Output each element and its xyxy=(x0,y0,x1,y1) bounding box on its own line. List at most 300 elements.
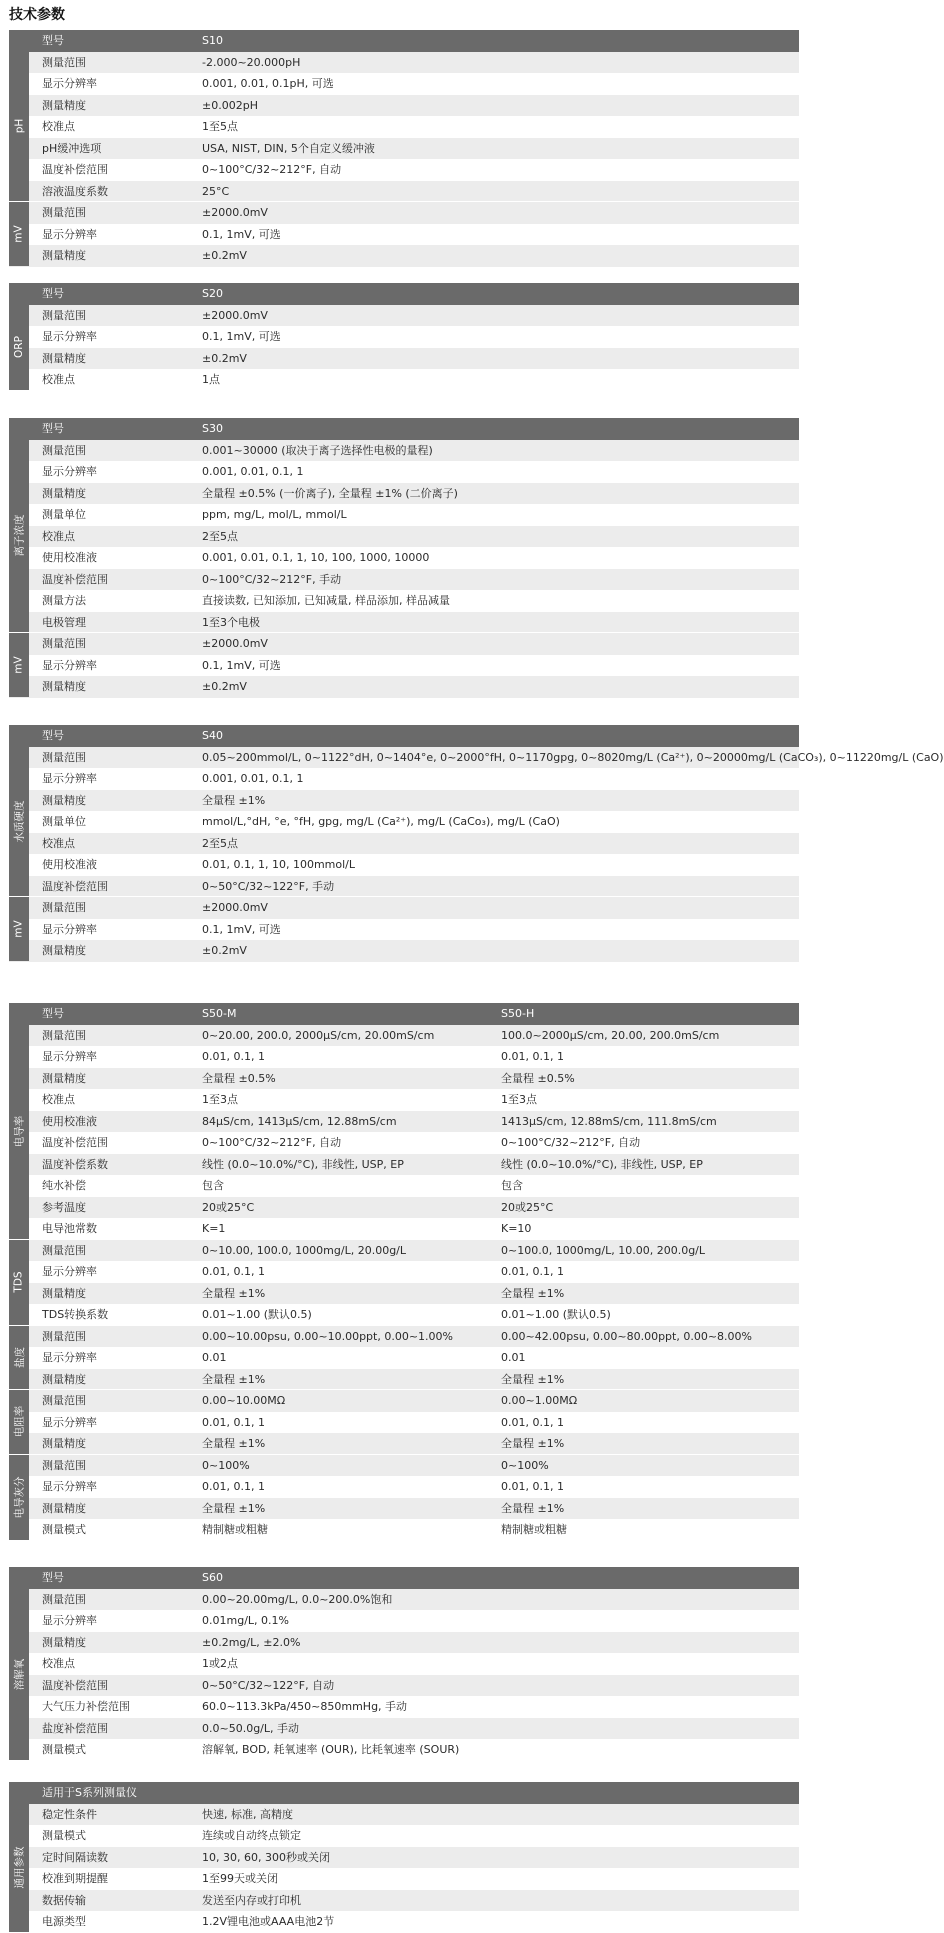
group-tab xyxy=(9,1240,29,1325)
row-value: 0.1, 1mV, 可选 xyxy=(202,658,281,672)
table-row xyxy=(9,1589,799,1611)
group-tab xyxy=(9,1390,29,1454)
row-value: ±0.2mg/L, ±2.0% xyxy=(202,1635,301,1649)
row-label: 测量精度 xyxy=(42,351,86,365)
table-row xyxy=(9,790,799,812)
row-label: TDS转换系数 xyxy=(42,1308,109,1321)
row-label: 测量范围 xyxy=(42,637,86,650)
table-row xyxy=(9,1519,799,1541)
row-value: 包含 xyxy=(501,1179,523,1192)
row-label: 电源类型 xyxy=(42,1915,86,1928)
spec-table xyxy=(9,1782,799,1933)
table-row xyxy=(9,1046,799,1068)
row-label: 显示分辨率 xyxy=(42,1480,97,1493)
table-row xyxy=(9,1089,799,1111)
table-row xyxy=(9,1154,799,1176)
row-label: 测量范围 xyxy=(42,308,86,322)
table-row xyxy=(9,1240,799,1262)
row-value: 0~100% xyxy=(202,1458,250,1472)
row-value: 精制糖或粗糖 xyxy=(501,1523,567,1536)
row-value: 0~100°C/32~212°F, 自动 xyxy=(202,163,342,176)
group-tab xyxy=(9,440,29,633)
row-value: 0.00~10.00psu, 0.00~10.00ppt, 0.00~1.00% xyxy=(202,1329,454,1343)
group-tab xyxy=(9,1804,29,1932)
row-label: 校准到期提醒 xyxy=(42,1872,108,1885)
row-label: 测量精度 xyxy=(42,1635,86,1649)
row-value: 0.01, 0.1, 1 xyxy=(501,1415,564,1429)
row-label: 校准点 xyxy=(42,1657,75,1670)
page-title: 技术参数 xyxy=(9,7,65,23)
row-label: 测量精度 xyxy=(42,486,86,500)
model-name: S60 xyxy=(202,1571,223,1584)
group-label: 电导率 xyxy=(13,1115,26,1148)
row-label: 大气压力补偿范围 xyxy=(42,1700,130,1713)
row-value: 0~50°C/32~122°F, 自动 xyxy=(202,1678,335,1692)
table-row xyxy=(9,1304,799,1326)
table-row xyxy=(9,1433,799,1455)
table-row xyxy=(9,1825,799,1847)
group-label: mV xyxy=(12,656,25,674)
table-row xyxy=(9,1111,799,1133)
table-row xyxy=(9,940,799,962)
spec-table xyxy=(9,1567,799,1761)
row-label: 测量范围 xyxy=(42,1458,86,1472)
row-label: 校准点 xyxy=(42,836,75,850)
row-label: 显示分辨率 xyxy=(42,77,97,90)
row-value: 0~20.00, 200.0, 2000μS/cm, 20.00mS/cm xyxy=(202,1028,435,1042)
row-label: 测量精度 xyxy=(42,1286,86,1300)
table-header-row xyxy=(9,725,799,747)
group-tab xyxy=(9,1589,29,1760)
row-label: 测量范围 xyxy=(42,1592,86,1606)
table-row xyxy=(9,590,799,612)
row-label: 测量范围 xyxy=(42,901,86,914)
table-row xyxy=(9,1696,799,1718)
row-value: 全量程 ±1% xyxy=(501,1372,565,1386)
table-row xyxy=(9,676,799,698)
row-value: 0.00~42.00psu, 0.00~80.00ppt, 0.00~8.00% xyxy=(501,1329,753,1343)
group-label: 离子浓度 xyxy=(13,514,26,557)
row-label: 测量范围 xyxy=(42,1243,86,1257)
row-label: 温度补偿系数 xyxy=(42,1157,108,1171)
spec-table xyxy=(9,30,799,267)
group-tab xyxy=(9,633,29,697)
row-label: 测量范围 xyxy=(42,55,86,69)
group-tab xyxy=(9,897,29,961)
table-row xyxy=(9,1718,799,1740)
row-value: 0.001~30000 (取决于离子选择性电极的量程) xyxy=(202,443,433,457)
table-row xyxy=(9,116,799,138)
row-value: 全量程 ±1% xyxy=(501,1286,565,1300)
row-value: 0.05~200mmol/L, 0~1122°dH, 0~1404°e, 0~2000°fH, 0~1170gpg, 0~8020mg/L (Ca²⁺), 0~20000mg/L (CaCO₃), 0~11220mg/L (CaO) xyxy=(202,750,944,764)
row-label: 溶液温度系数 xyxy=(42,184,108,198)
row-value: 25°C xyxy=(202,184,230,198)
row-value: 0.01~1.00 (默认0.5) xyxy=(202,1308,312,1321)
table-row xyxy=(9,1739,799,1761)
row-value: 0.01, 0.1, 1 xyxy=(501,1050,564,1063)
spec-table xyxy=(9,1003,799,1541)
row-value: 20或25°C xyxy=(501,1200,554,1214)
row-label: 显示分辨率 xyxy=(42,772,97,785)
header-label: 型号 xyxy=(42,1007,64,1020)
table-row xyxy=(9,633,799,655)
row-label: 测量方法 xyxy=(42,594,86,607)
row-label: 电导池常数 xyxy=(42,1222,97,1235)
row-label: 测量范围 xyxy=(42,750,86,764)
row-value: 0.001, 0.01, 0.1pH, 可选 xyxy=(202,77,334,90)
row-label: 温度补偿范围 xyxy=(42,572,108,586)
table-row xyxy=(9,547,799,569)
row-label: 测量范围 xyxy=(42,1329,86,1343)
model-name: S40 xyxy=(202,729,223,742)
group-label: 盐度 xyxy=(13,1346,26,1368)
table-row xyxy=(9,1132,799,1154)
row-label: 数据传输 xyxy=(42,1893,86,1907)
row-label: 测量范围 xyxy=(42,443,86,457)
row-value: 1至3点 xyxy=(202,1093,238,1106)
header-label: 适用于S系列测量仪 xyxy=(42,1786,137,1799)
table-header-row xyxy=(9,1782,799,1804)
row-value: 0~10.00, 100.0, 1000mg/L, 20.00g/L xyxy=(202,1243,407,1257)
row-value: ppm, mg/L, mol/L, mmol/L xyxy=(202,508,347,521)
row-value: 全量程 ±0.5% (一价离子), 全量程 ±1% (二价离子) xyxy=(202,486,458,500)
row-value: 1413μS/cm, 12.88mS/cm, 111.8mS/cm xyxy=(501,1114,717,1128)
row-label: 测量单位 xyxy=(42,508,86,521)
table-row xyxy=(9,1390,799,1412)
row-value: 1.2V锂电池或AAA电池2节 xyxy=(202,1915,335,1928)
group-label: mV xyxy=(12,920,25,938)
row-label: 显示分辨率 xyxy=(42,465,97,478)
row-label: 测量范围 xyxy=(42,1028,86,1042)
table-row xyxy=(9,440,799,462)
row-label: 盐度补偿范围 xyxy=(42,1721,108,1735)
group-tab xyxy=(9,747,29,897)
table-row xyxy=(9,919,799,941)
group-label: mV xyxy=(12,225,25,243)
table-header-row xyxy=(9,418,799,440)
table-row xyxy=(9,504,799,526)
table-row xyxy=(9,1412,799,1434)
row-label: 使用校准液 xyxy=(42,1114,97,1128)
table-row xyxy=(9,768,799,790)
row-label: 测量模式 xyxy=(42,1743,86,1756)
row-value: 0~100.0, 1000mg/L, 10.00, 200.0g/L xyxy=(501,1243,706,1257)
row-value: 线性 (0.0~10.0%/°C), 非线性, USP, EP xyxy=(202,1157,404,1171)
group-label: 电阻率 xyxy=(13,1406,26,1438)
row-value: 0.001, 0.01, 0.1, 1, 10, 100, 1000, 10000 xyxy=(202,551,430,564)
table-row xyxy=(9,305,799,327)
group-tab xyxy=(9,1455,29,1540)
row-value: 2至5点 xyxy=(202,836,238,850)
table-row xyxy=(9,747,944,769)
table-row xyxy=(9,854,799,876)
row-label: 显示分辨率 xyxy=(42,1265,97,1278)
header-label: 型号 xyxy=(42,422,64,435)
row-value: ±0.2mV xyxy=(202,351,247,365)
row-label: 显示分辨率 xyxy=(42,1614,97,1627)
row-label: 温度补偿范围 xyxy=(42,163,108,176)
row-label: 测量精度 xyxy=(42,1501,86,1515)
table-header-row xyxy=(9,1003,799,1025)
row-value: 0.001, 0.01, 0.1, 1 xyxy=(202,772,304,785)
table-row xyxy=(9,1197,799,1219)
row-value: 0~100°C/32~212°F, 手动 xyxy=(202,572,342,586)
row-label: 温度补偿范围 xyxy=(42,1136,108,1149)
row-label: 定时间隔读数 xyxy=(42,1850,108,1864)
row-label: 显示分辨率 xyxy=(42,922,97,936)
row-value: 0.00~20.00mg/L, 0.0~200.0%饱和 xyxy=(202,1592,393,1606)
table-row xyxy=(9,245,799,267)
row-value: K=1 xyxy=(202,1222,226,1235)
row-value: 0.01, 0.1, 1 xyxy=(501,1480,564,1493)
row-value: ±0.002pH xyxy=(202,98,258,112)
table-row xyxy=(9,833,799,855)
row-value: 0.1, 1mV, 可选 xyxy=(202,227,281,241)
row-value: 溶解氧, BOD, 耗氧速率 (OUR), 比耗氧速率 (SOUR) xyxy=(202,1743,460,1756)
row-value: K=10 xyxy=(501,1222,532,1235)
row-label: 测量单位 xyxy=(42,815,86,828)
table-header-row xyxy=(9,30,799,52)
row-value: 60.0~113.3kPa/450~850mmHg, 手动 xyxy=(202,1700,408,1713)
group-label: 水质硬度 xyxy=(13,800,26,843)
table-row xyxy=(9,612,799,634)
row-label: 测量精度 xyxy=(42,98,86,112)
table-row xyxy=(9,1632,799,1654)
table-row xyxy=(9,1675,799,1697)
table-row xyxy=(9,569,799,591)
table-row xyxy=(9,181,799,203)
row-value: 1至3点 xyxy=(501,1093,537,1106)
model-name: S50-M xyxy=(202,1007,237,1020)
table-row xyxy=(9,348,799,370)
row-value: 10, 30, 60, 300秒或关闭 xyxy=(202,1850,330,1864)
group-label: 通用参数 xyxy=(13,1846,26,1889)
table-row xyxy=(9,811,799,833)
row-label: 测量模式 xyxy=(42,1523,86,1536)
row-label: 显示分辨率 xyxy=(42,227,97,241)
table-row xyxy=(9,159,799,181)
table-row xyxy=(9,1804,799,1826)
table-row xyxy=(9,1890,799,1912)
row-value: ±0.2mV xyxy=(202,944,247,957)
row-value: 全量程 ±1% xyxy=(202,1372,266,1386)
row-value: ±2000.0mV xyxy=(202,901,268,914)
row-label: 参考温度 xyxy=(42,1200,86,1214)
group-label: TDS xyxy=(13,1271,26,1293)
row-value: 0.01, 0.1, 1 xyxy=(202,1265,265,1278)
group-tab xyxy=(9,305,29,390)
row-value: 0.001, 0.01, 0.1, 1 xyxy=(202,465,304,478)
row-value: 全量程 ±1% xyxy=(202,1286,266,1300)
table-row xyxy=(9,1326,799,1348)
spec-table xyxy=(9,283,799,391)
table-row xyxy=(9,1610,799,1632)
row-label: 温度补偿范围 xyxy=(42,1678,108,1692)
table-row xyxy=(9,95,799,117)
row-value: USA, NIST, DIN, 5个自定义缓冲液 xyxy=(202,141,375,155)
row-label: 测量精度 xyxy=(42,1372,86,1386)
table-row xyxy=(9,1283,799,1305)
row-value: 0.01~1.00 (默认0.5) xyxy=(501,1308,611,1321)
table-row xyxy=(9,1068,799,1090)
row-label: 显示分辨率 xyxy=(42,1351,97,1364)
row-value: 包含 xyxy=(202,1179,224,1192)
row-label: 测量范围 xyxy=(42,206,86,219)
table-row xyxy=(9,876,799,898)
row-value: 全量程 ±1% xyxy=(501,1501,565,1515)
table-row xyxy=(9,1261,799,1283)
row-label: 校准点 xyxy=(42,1093,75,1106)
group-label: 电导灰分 xyxy=(13,1476,26,1518)
table-row xyxy=(9,369,799,391)
row-value: 全量程 ±1% xyxy=(202,793,266,807)
row-label: 显示分辨率 xyxy=(42,1415,97,1429)
header-label: 型号 xyxy=(42,1571,64,1584)
group-label: pH xyxy=(13,118,25,134)
row-label: 电极管理 xyxy=(42,615,86,629)
row-value: 0~100°C/32~212°F, 自动 xyxy=(501,1136,641,1149)
row-value: ±0.2mV xyxy=(202,680,247,693)
table-row xyxy=(9,483,799,505)
row-value: -2.000~20.000pH xyxy=(202,55,301,69)
row-value: 0.01 xyxy=(501,1351,526,1364)
row-value: 线性 (0.0~10.0%/°C), 非线性, USP, EP xyxy=(501,1157,703,1171)
row-value: 1点 xyxy=(202,373,220,386)
row-value: 1至99天或关闭 xyxy=(202,1872,278,1885)
row-label: 校准点 xyxy=(42,120,75,133)
table-row xyxy=(9,73,799,95)
table-row xyxy=(9,655,799,677)
table-row xyxy=(9,1455,799,1477)
table-row xyxy=(9,1347,799,1369)
row-value: ±2000.0mV xyxy=(202,637,268,650)
row-label: 测量模式 xyxy=(42,1829,86,1842)
group-tab xyxy=(9,1025,29,1239)
row-value: 0~100°C/32~212°F, 自动 xyxy=(202,1136,342,1149)
model-name: S30 xyxy=(202,422,223,435)
row-label: 测量精度 xyxy=(42,793,86,807)
row-value: 20或25°C xyxy=(202,1200,255,1214)
row-value: 1至3个电极 xyxy=(202,615,260,629)
group-label: ORP xyxy=(13,336,25,358)
row-value: 0.01 xyxy=(202,1351,227,1364)
row-value: 1至5点 xyxy=(202,120,238,133)
row-value: 0.01, 0.1, 1 xyxy=(202,1480,265,1493)
row-value: 0.01, 0.1, 1 xyxy=(501,1265,564,1278)
table-row xyxy=(9,1369,799,1391)
row-value: 0.00~1.00MΩ xyxy=(501,1394,578,1407)
row-label: 纯水补偿 xyxy=(42,1179,86,1192)
row-value: 全量程 ±1% xyxy=(202,1437,266,1450)
row-value: mmol/L,°dH, °e, °fH, gpg, mg/L (Ca²⁺), mg/L (CaCo₃), mg/L (CaO) xyxy=(202,815,560,828)
row-value: ±0.2mV xyxy=(202,249,247,262)
table-row xyxy=(9,326,799,348)
table-row xyxy=(9,1847,799,1869)
row-value: 0.1, 1mV, 可选 xyxy=(202,330,281,343)
table-row xyxy=(9,138,799,160)
table-row xyxy=(9,1025,799,1047)
row-value: 0~100% xyxy=(501,1458,549,1472)
row-value: 84μS/cm, 1413μS/cm, 12.88mS/cm xyxy=(202,1114,397,1128)
row-value: 2至5点 xyxy=(202,529,238,543)
table-row xyxy=(9,202,799,224)
row-label: 测量精度 xyxy=(42,944,86,957)
table-row xyxy=(9,1218,799,1240)
row-value: ±2000.0mV xyxy=(202,206,268,219)
group-tab xyxy=(9,202,29,266)
table-row xyxy=(9,1498,799,1520)
table-row xyxy=(9,1868,799,1890)
row-label: 测量精度 xyxy=(42,680,86,693)
row-label: 稳定性条件 xyxy=(42,1807,97,1821)
row-label: 测量精度 xyxy=(42,1437,86,1450)
row-value: 0.01, 0.1, 1 xyxy=(202,1415,265,1429)
group-tab xyxy=(9,52,29,202)
model-name: S10 xyxy=(202,34,223,47)
row-label: 显示分辨率 xyxy=(42,330,97,343)
table-row xyxy=(9,1175,799,1197)
header-label: 型号 xyxy=(42,729,64,742)
table-row xyxy=(9,461,799,483)
row-value: 0~50°C/32~122°F, 手动 xyxy=(202,879,335,893)
row-label: 测量精度 xyxy=(42,1071,86,1085)
table-row xyxy=(9,1911,799,1933)
model-name: S50-H xyxy=(501,1007,535,1020)
row-value: 全量程 ±1% xyxy=(202,1501,266,1515)
row-value: 0.01mg/L, 0.1% xyxy=(202,1614,289,1627)
row-value: 0.01, 0.1, 1 xyxy=(202,1050,265,1063)
row-value: 直接读数, 已知添加, 已知减量, 样品添加, 样品减量 xyxy=(202,594,450,607)
table-row xyxy=(9,1476,799,1498)
spec-table xyxy=(9,725,944,962)
table-row xyxy=(9,52,799,74)
row-value: ±2000.0mV xyxy=(202,308,268,322)
header-label: 型号 xyxy=(42,34,64,47)
row-value: 连续或自动终点锁定 xyxy=(202,1829,301,1842)
row-value: 发送至内存或打印机 xyxy=(202,1893,301,1907)
row-value: 0.01, 0.1, 1, 10, 100mmol/L xyxy=(202,858,356,871)
header-label: 型号 xyxy=(42,287,64,300)
row-value: 全量程 ±1% xyxy=(501,1437,565,1450)
row-label: pH缓冲选项 xyxy=(42,141,102,155)
row-value: 全量程 ±0.5% xyxy=(202,1071,276,1085)
table-header-row xyxy=(9,1567,799,1589)
row-value: 1或2点 xyxy=(202,1657,238,1670)
row-label: 使用校准液 xyxy=(42,551,97,564)
table-row xyxy=(9,897,799,919)
table-row xyxy=(9,1653,799,1675)
row-label: 显示分辨率 xyxy=(42,658,97,672)
row-value: 100.0~2000μS/cm, 20.00, 200.0mS/cm xyxy=(501,1028,720,1042)
table-row xyxy=(9,224,799,246)
model-name: S20 xyxy=(202,287,223,300)
row-label: 校准点 xyxy=(42,373,75,386)
row-value: 精制糖或粗糖 xyxy=(202,1523,268,1536)
row-label: 测量范围 xyxy=(42,1394,86,1407)
group-tab xyxy=(9,1326,29,1390)
row-label: 测量精度 xyxy=(42,249,86,262)
table-row xyxy=(9,526,799,548)
row-label: 显示分辨率 xyxy=(42,1050,97,1063)
group-label: 溶解氧 xyxy=(13,1658,26,1690)
row-label: 校准点 xyxy=(42,529,75,543)
row-value: 0.1, 1mV, 可选 xyxy=(202,922,281,936)
spec-table xyxy=(9,418,799,698)
table-header-row xyxy=(9,283,799,305)
row-value: 全量程 ±0.5% xyxy=(501,1071,575,1085)
row-label: 使用校准液 xyxy=(42,858,97,871)
row-value: 0.00~10.00MΩ xyxy=(202,1394,286,1407)
